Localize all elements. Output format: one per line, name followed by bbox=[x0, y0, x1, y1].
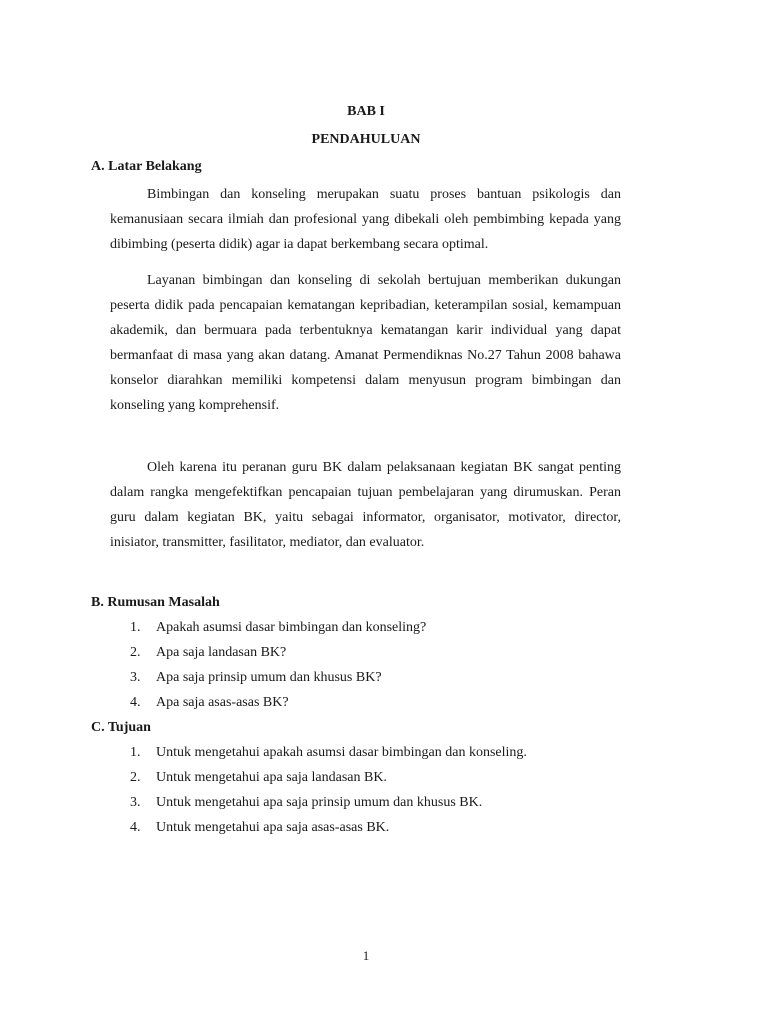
section-heading-rumusan-masalah: B. Rumusan Masalah bbox=[91, 595, 220, 610]
section-heading-latar-belakang: A. Latar Belakang bbox=[91, 159, 202, 174]
rumusan-masalah-list bbox=[130, 615, 426, 715]
list-item: 3. Apa saja prinsip umum dan khusus BK? bbox=[130, 670, 382, 685]
chapter-title: PENDAHULUAN bbox=[311, 132, 421, 147]
list-item: 3. Untuk mengetahui apa saja prinsip umum dan khusus BK. bbox=[130, 795, 483, 810]
section-heading-tujuan: C. Tujuan bbox=[91, 720, 151, 735]
list-item: 1. Apakah asumsi dasar bimbingan dan konseling? bbox=[130, 620, 427, 635]
list-item: 2. Apa saja landasan BK? bbox=[130, 645, 287, 660]
list-item: 2. Untuk mengetahui apa saja landasan BK. bbox=[130, 770, 387, 785]
list-item: 1. Untuk mengetahui apakah asumsi dasar bimbingan dan konseling. bbox=[130, 745, 527, 760]
list-item: 4. Untuk mengetahui apa saja asas-asas BK. bbox=[130, 820, 390, 835]
tujuan-list bbox=[130, 740, 527, 840]
paragraph-2: Layanan bimbingan dan konseling di sekolah bertujuan memberikan dukungan peserta didik pada pencapaian kematangan kepribadian, keterampilan sosial, kemampuan akademik, dan bermuara pada terbentuknya kematangan karir individual yang dapat bermanfaat di masa yang akan datang. Amanat Permendiknas No.27 Tahun 2008 bahawa konselor diarahkan memiliki kompetensi dalam menyusun program bimbingan dan konseling yang komprehensif. bbox=[110, 273, 621, 413]
page-number: 1 bbox=[362, 948, 370, 963]
paragraph-1: Bimbingan dan konseling merupakan suatu proses bantuan psikologis dan kemanusiaan secara ilmiah dan profesional yang dibekali oleh pembimbing kepada yang dibimbing (peserta didik) agar ia dapat berkembang secara optimal. bbox=[110, 187, 621, 252]
paragraph-3: Oleh karena itu peranan guru BK dalam pelaksanaan kegiatan BK sangat penting dalam rangka mengefektifkan pencapaian tujuan pembelajaran yang dirumuskan. Peran guru dalam kegiatan BK, yaitu sebagai informator, organisator, motivator, director, inisiator, transmitter, fasilitator, mediator, dan evaluator. bbox=[110, 460, 621, 550]
chapter-number: BAB I bbox=[347, 104, 385, 119]
list-item: 4. Apa saja asas-asas BK? bbox=[130, 695, 289, 710]
